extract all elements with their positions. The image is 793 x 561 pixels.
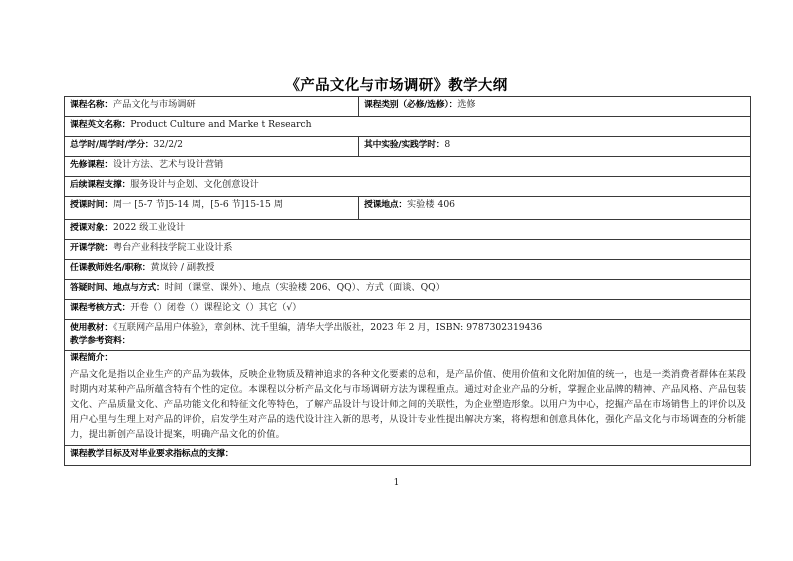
cell-credit-hours	[65, 137, 359, 157]
class-place-value: 实验楼 406	[407, 199, 456, 210]
college-label: 开课学院：	[70, 243, 113, 253]
cell-course-type	[359, 97, 751, 117]
cell-class-time	[65, 197, 359, 220]
page-title: 《产品文化与市场调研》教学大纲	[285, 77, 508, 94]
table-row-teacher	[65, 260, 751, 280]
class-time-value: 周一 [5-7 节]5-14 周，[5-6 节]15-15 周	[113, 199, 283, 210]
teaching-goals-label: 课程教学目标及对毕业要求指标点的支撑：	[70, 449, 234, 460]
table-row-credit-hours	[65, 137, 751, 157]
course-introduction-text: 产品文化是指以企业生产的产品为载体，反映企业物质及精神追求的各种文化要素的总和，是产品价值、使用价值和文化附加值的统一，也是一类消费者群体在某段时期内对某种产品所蕴含特有个性的定位。本课程以分析产品文化与市场调研方法为课程重点。通过对企业产品的分析，掌握企业品牌的精神、产品风格、产品包装文化、产品质量文化、产品功能文化和特征文化等特色，了解产品设计与设计师之间的关联性，为企业塑造形象。以用户为中心，挖掘产品在市场销售上的评价以及用户心里与生理上对产品的评价，启发学生对产品的迭代设计注入新的思考，从设计专业性提出解决方案，将构想和创意具体化，强化产品文化与市场调查的分析能力，提出新创产品设计提案，明确产品文化的价值。	[70, 368, 746, 441]
table-row-teaching-goals	[65, 446, 751, 466]
cell-college	[65, 240, 751, 260]
lab-hours-value: 8	[444, 139, 451, 150]
reference-label: 教学参考资料：	[70, 335, 131, 346]
cell-prerequisite	[65, 157, 751, 177]
table-row-audience	[65, 220, 751, 240]
course-name-label: 课程名称：	[70, 100, 113, 110]
textbook-value: 《互联网产品用户体验》，章剑林、沈千里编，清华大学出版社，2023 年 2 月，ISBN: 9787302319436	[113, 322, 543, 333]
class-time-label: 授课时间：	[70, 200, 113, 210]
cell-course-name	[65, 97, 359, 117]
course-english-name-value: Product Culture and Marke t Research	[130, 119, 312, 130]
course-introduction-label: 课程简介：	[70, 353, 113, 364]
cell-lab-hours	[359, 137, 751, 157]
followup-course-value: 服务设计与企划、文化创意设计	[130, 179, 259, 190]
cell-course-english-name	[65, 117, 751, 137]
reference-line	[70, 335, 746, 348]
cell-teaching-goals	[65, 446, 751, 466]
exam-method-value: 开卷（）闭卷（）课程论文（）其它（√）	[130, 302, 302, 313]
cell-teacher	[65, 260, 751, 280]
table-row-college	[65, 240, 751, 260]
course-syllabus-table	[64, 96, 751, 466]
table-row-followup-course	[65, 177, 751, 197]
table-row-office-hours	[65, 280, 751, 300]
prerequisite-value: 设计方法、艺术与设计营销	[113, 159, 224, 170]
exam-method-label: 课程考核方式：	[70, 303, 131, 313]
cell-office-hours	[65, 280, 751, 300]
cell-class-place	[359, 197, 751, 220]
page-number: 1	[393, 478, 400, 488]
college-value: 粤台产业科技学院工业设计系	[113, 242, 233, 253]
table-row-textbook	[65, 320, 751, 351]
cell-course-introduction	[65, 351, 751, 446]
credit-hours-value: 32/2/2	[153, 139, 183, 150]
table-row-course-english-name	[65, 117, 751, 137]
teacher-label: 任课教师姓名/职称：	[70, 263, 151, 273]
table-row-prerequisite	[65, 157, 751, 177]
course-english-name-label: 课程英文名称：	[70, 120, 131, 130]
class-place-label: 授课地点：	[364, 200, 407, 210]
course-type-label: 课程类别（必修/选修）：	[364, 100, 458, 110]
course-type-value: 选修	[457, 99, 476, 110]
table-row-exam-method	[65, 300, 751, 320]
audience-value: 2022 级工业设计	[113, 222, 186, 233]
cell-exam-method	[65, 300, 751, 320]
credit-hours-label: 总学时/周学时/学分：	[70, 140, 154, 150]
prerequisite-label: 先修课程：	[70, 160, 113, 170]
lab-hours-label: 其中实验/实践学时：	[364, 140, 445, 150]
table-row-course-name	[65, 97, 751, 117]
audience-label: 授课对象：	[70, 223, 113, 233]
office-hours-label: 答疑时间、地点与方式：	[70, 283, 165, 293]
cell-textbook-and-reference	[65, 320, 751, 351]
table-row-course-introduction	[65, 351, 751, 446]
textbook-line	[70, 322, 746, 335]
table-row-class-time	[65, 197, 751, 220]
teacher-value: 黄岚铃 / 副教授	[150, 262, 215, 273]
cell-audience	[65, 220, 751, 240]
course-name-value: 产品文化与市场调研	[113, 99, 196, 110]
textbook-label: 使用教材：	[70, 323, 113, 333]
cell-followup-course	[65, 177, 751, 197]
followup-course-label: 后续课程支撑：	[70, 180, 131, 190]
office-hours-value: 时间（课堂、课外）、地点（实验楼 206、QQ）、方式（面谈、QQ）	[164, 282, 445, 293]
